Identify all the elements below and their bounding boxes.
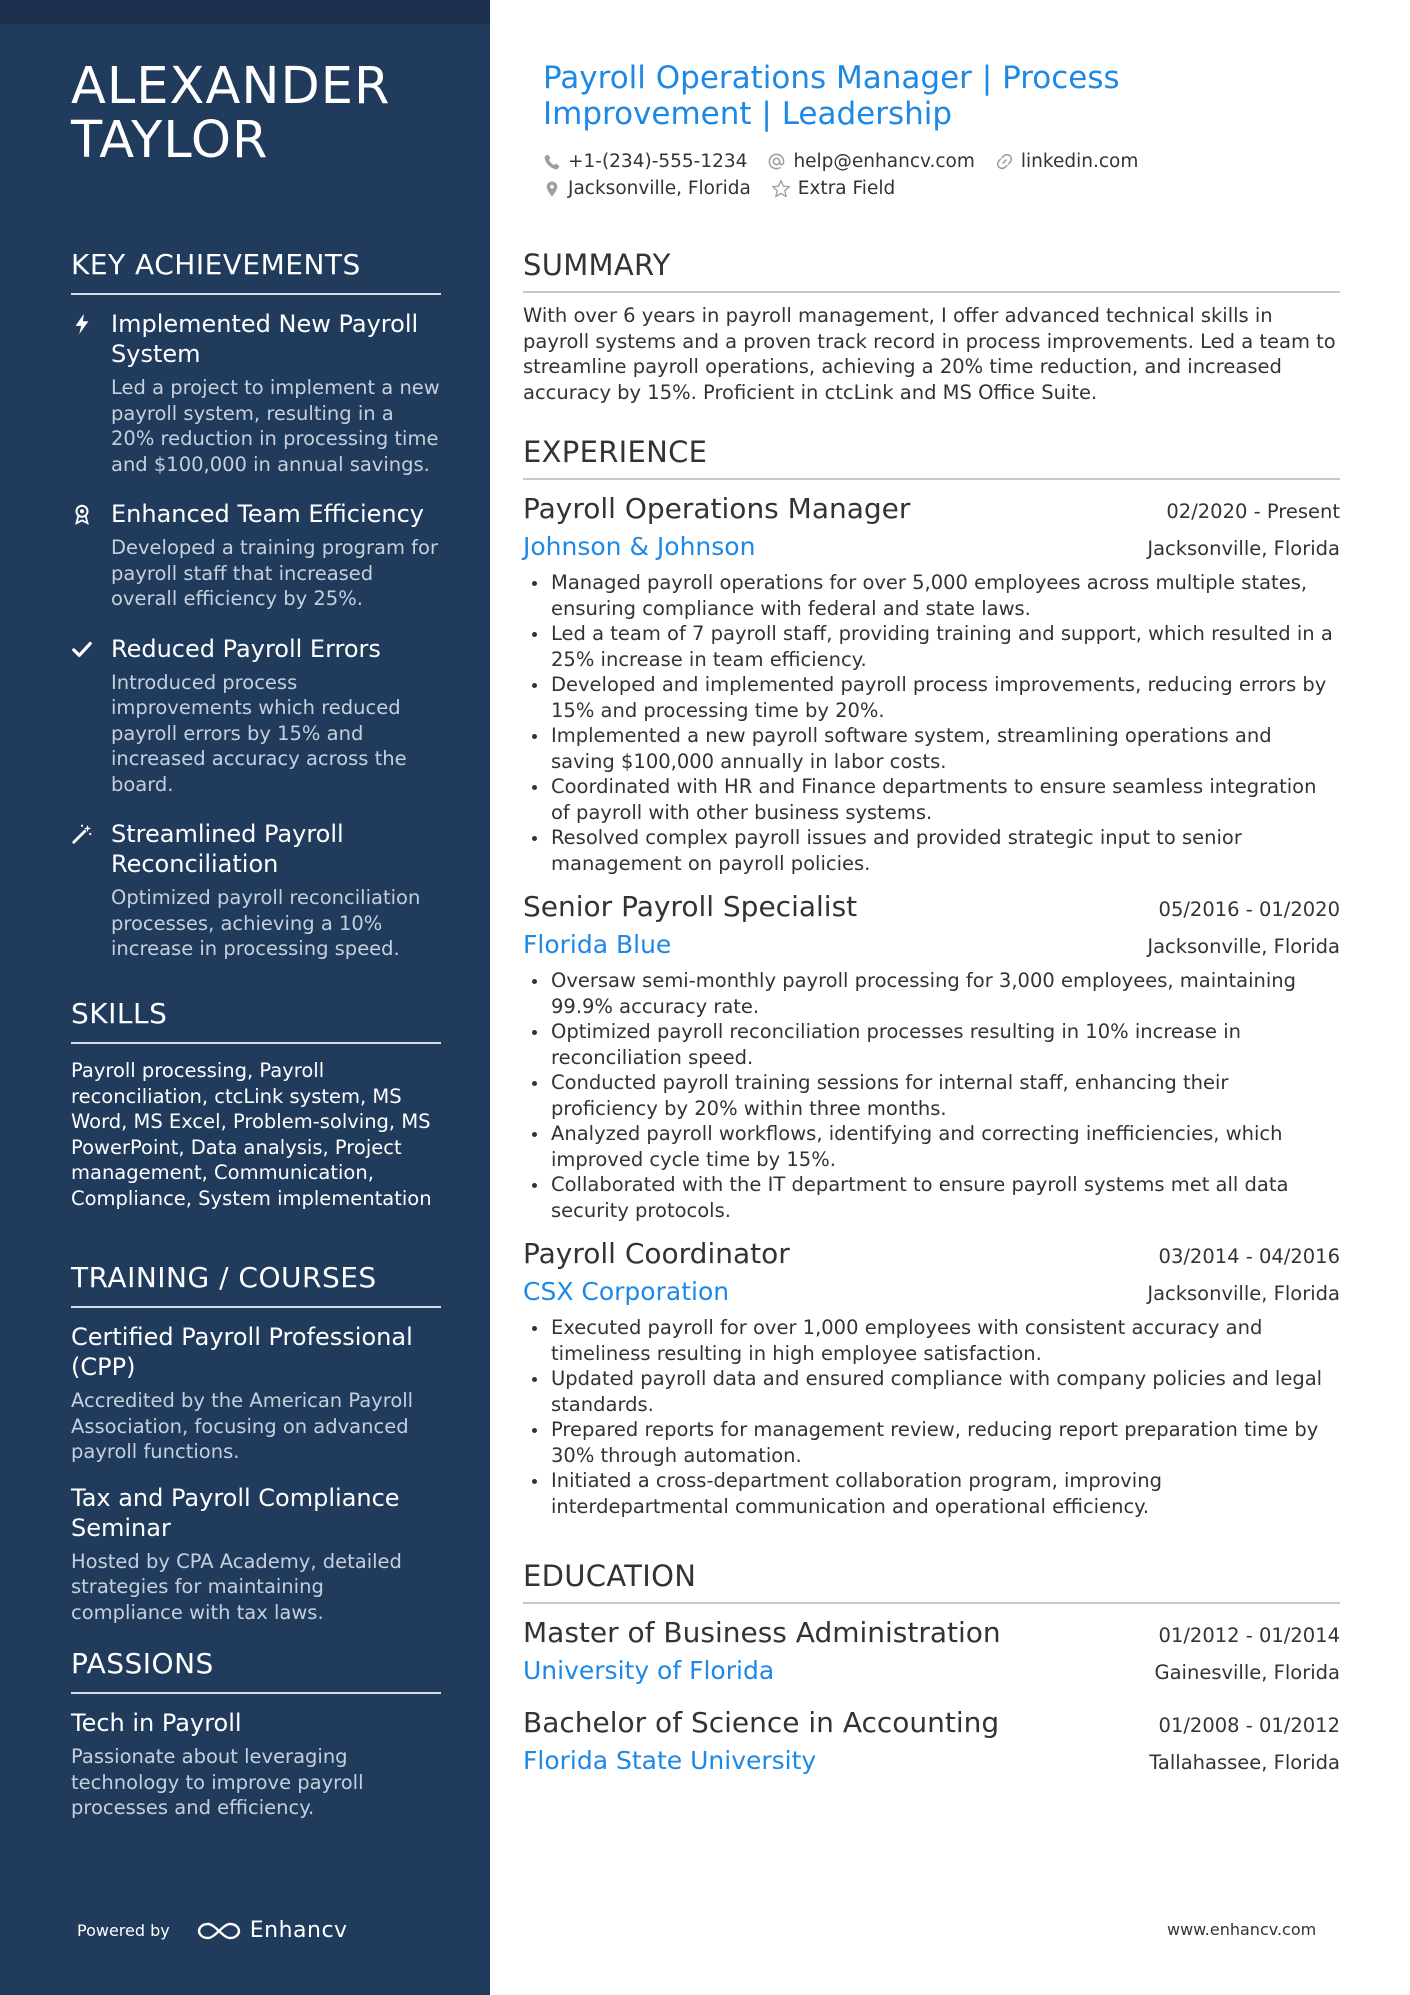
education-entry [523, 1614, 1340, 1690]
passion-title: Tech in Payroll [71, 1709, 242, 1737]
location-text: Jacksonville, Florida [568, 178, 751, 199]
degree-title: Bachelor of Science in Accounting [523, 1706, 1000, 1739]
job-entry [523, 888, 1340, 1223]
job-date: 03/2014 - 04/2016 [1158, 1245, 1340, 1268]
job-bullet: Resolved complex payroll issues and provided strategic input to senior management on payroll policies. [523, 825, 1340, 876]
job-bullet: Led a team of 7 payroll staff, providing training and support, which resulted in a 25% increase in team efficiency. [523, 621, 1340, 672]
location-contact [543, 178, 751, 199]
magic-wand-icon [71, 823, 93, 845]
job-title: Payroll Operations Manager [523, 492, 911, 525]
job-bullet: Collaborated with the IT department to ensure payroll systems met all data security protocols. [523, 1172, 1340, 1223]
job-date: 02/2020 - Present [1166, 500, 1340, 523]
job-company: Johnson & Johnson [523, 532, 756, 561]
achievement-description: Developed a training program for payroll staff that increased overall efficiency by 25%. [111, 536, 438, 610]
school-name: Florida State University [523, 1746, 817, 1775]
extra-field-contact [771, 178, 895, 199]
summary-section [523, 247, 1340, 405]
course-item [71, 1322, 441, 1465]
achievement-item [71, 309, 441, 477]
school-location: Gainesville, Florida [1154, 1661, 1340, 1684]
course-description: Hosted by CPA Academy, detailed strategies for maintaining compliance with tax laws. [71, 1549, 402, 1624]
education-date: 01/2008 - 01/2012 [1158, 1714, 1340, 1737]
summary-text: With over 6 years in payroll management, I offer advanced technical skills in payroll systems and a proven track record in process improvements. Led a team to streamline payroll operations, achieving a 20% time reduction, and increased accuracy by 15%. Proficient in ctcLink and MS Office Suite. [523, 304, 1336, 404]
skills-heading: SKILLS [71, 996, 441, 1044]
link-icon [995, 152, 1014, 171]
achievement-description: Led a project to implement a new payroll system, resulting in a 20% reduction in processing time and $100,000 in annual savings. [111, 376, 440, 476]
education-date: 01/2012 - 01/2014 [1158, 1624, 1340, 1647]
achievement-description: Introduced process improvements which reduced payroll errors by 15% and increased accuracy across the board. [111, 670, 407, 796]
course-description: Accredited by the American Payroll Association, focusing on advanced payroll functions. [71, 1389, 414, 1463]
job-bullet: Managed payroll operations for over 5,000 employees across multiple states, ensuring compliance with federal and state laws. [523, 570, 1340, 621]
passion-description: Passionate about leveraging technology to improve payroll processes and efficiency. [71, 1745, 364, 1819]
training-section [71, 1260, 441, 1643]
email-address: help@enhancv.com [793, 151, 975, 172]
job-bullets [523, 570, 1340, 876]
course-title: Tax and Payroll Compliance Seminar [71, 1483, 400, 1542]
headline: Payroll Operations Manager | Process Improvement | Leadership [543, 60, 1120, 132]
school-name: University of Florida [523, 1656, 775, 1685]
education-entry [523, 1704, 1340, 1780]
job-bullet: Coordinated with HR and Finance departments to ensure seamless integration of payroll with other business systems. [523, 774, 1340, 825]
sidebar-top-bar [0, 0, 490, 24]
job-date: 05/2016 - 01/2020 [1158, 898, 1340, 921]
sidebar [0, 0, 490, 1995]
achievement-title: Implemented New Payroll System [111, 310, 419, 368]
training-heading: TRAINING / COURSES [71, 1260, 441, 1308]
job-bullet: Developed and implemented payroll process improvements, reducing errors by 15% and processing time by 20%. [523, 672, 1340, 723]
job-bullet: Implemented a new payroll software system, streamlining operations and saving $100,000 annually in labor costs. [523, 723, 1340, 774]
achievement-title: Reduced Payroll Errors [111, 634, 381, 663]
linkedin-contact[interactable] [995, 151, 1138, 172]
infinity-icon [196, 1920, 242, 1942]
job-company: CSX Corporation [523, 1277, 730, 1306]
at-icon [767, 152, 786, 171]
experience-section [523, 434, 1340, 1531]
linkedin-url: linkedin.com [1020, 151, 1139, 172]
achievement-title: Enhanced Team Efficiency [111, 500, 424, 528]
key-achievements-section [71, 247, 441, 984]
job-title: Payroll Coordinator [523, 1237, 790, 1270]
star-icon [771, 179, 791, 199]
degree-title: Master of Business Administration [523, 1616, 1001, 1649]
school-location: Tallahassee, Florida [1149, 1751, 1340, 1774]
passion-item [71, 1708, 441, 1821]
passions-heading: PASSIONS [71, 1646, 441, 1694]
course-item [71, 1483, 441, 1626]
job-entry [523, 1235, 1340, 1519]
bolt-icon [71, 313, 93, 335]
job-title: Senior Payroll Specialist [523, 890, 858, 923]
job-bullet: Executed payroll for over 1,000 employees with consistent accuracy and timeliness resulting in high employee satisfaction. [523, 1315, 1340, 1366]
summary-heading: SUMMARY [523, 247, 1340, 293]
job-bullet: Optimized payroll reconciliation processes resulting in 10% increase in reconciliation speed. [523, 1019, 1340, 1070]
education-section [523, 1558, 1340, 1794]
enhancv-logo[interactable] [196, 1918, 348, 1943]
extra-field-text: Extra Field [797, 178, 896, 199]
enhancv-brand: Enhancv [249, 1918, 348, 1943]
powered-by-label: Powered by [77, 1921, 170, 1940]
job-bullet: Initiated a cross-department collaboration program, improving interdepartmental communication and operational efficiency. [523, 1468, 1340, 1519]
job-location: Jacksonville, Florida [1147, 537, 1340, 560]
job-bullet: Oversaw semi-monthly payroll processing for 3,000 employees, maintaining 99.9% accuracy rate. [523, 968, 1340, 1019]
achievement-description: Optimized payroll reconciliation processes, achieving a 10% increase in processing speed. [111, 886, 421, 960]
award-icon [71, 503, 93, 525]
job-location: Jacksonville, Florida [1147, 1282, 1340, 1305]
education-heading: EDUCATION [523, 1558, 1340, 1604]
job-bullet: Updated payroll data and ensured compliance with company policies and legal standards. [523, 1366, 1340, 1417]
checkmark-icon [71, 638, 93, 660]
footer-url[interactable]: www.enhancv.com [1167, 1920, 1317, 1939]
achievement-item [71, 634, 441, 798]
candidate-name: ALEXANDER TAYLOR [71, 57, 391, 170]
phone-number: +1-(234)-555-1234 [568, 151, 748, 172]
achievement-item [71, 499, 441, 612]
phone-contact[interactable] [543, 151, 747, 172]
job-entry [523, 490, 1340, 876]
job-bullets [523, 968, 1340, 1223]
passions-section [71, 1646, 441, 1839]
experience-heading: EXPERIENCE [523, 434, 1340, 480]
course-title: Certified Payroll Professional (CPP) [71, 1323, 413, 1381]
key-achievements-heading: KEY ACHIEVEMENTS [71, 247, 441, 295]
job-location: Jacksonville, Florida [1147, 935, 1340, 958]
skills-list: Payroll processing, Payroll reconciliation, ctcLink system, MS Word, MS Excel, Problem-solving, MS PowerPoint, Data analysis, Project management, Communication, Compliance, System implementation [71, 1059, 432, 1210]
phone-icon [543, 153, 561, 171]
location-pin-icon [543, 179, 561, 199]
powered-by [77, 1918, 348, 1943]
job-company: Florida Blue [523, 930, 672, 959]
job-bullet: Prepared reports for management review, reducing report preparation time by 30% through automation. [523, 1417, 1340, 1468]
job-bullets [523, 1315, 1340, 1519]
job-bullet: Analyzed payroll workflows, identifying and correcting inefficiencies, which improved cycle time by 15%. [523, 1121, 1340, 1172]
email-contact[interactable] [767, 151, 974, 172]
job-bullet: Conducted payroll training sessions for internal staff, enhancing their proficiency by 20% within three months. [523, 1070, 1340, 1121]
contact-info [543, 148, 1333, 202]
skills-section [71, 996, 441, 1211]
achievement-item [71, 819, 441, 962]
achievement-title: Streamlined Payroll Reconciliation [111, 820, 344, 878]
